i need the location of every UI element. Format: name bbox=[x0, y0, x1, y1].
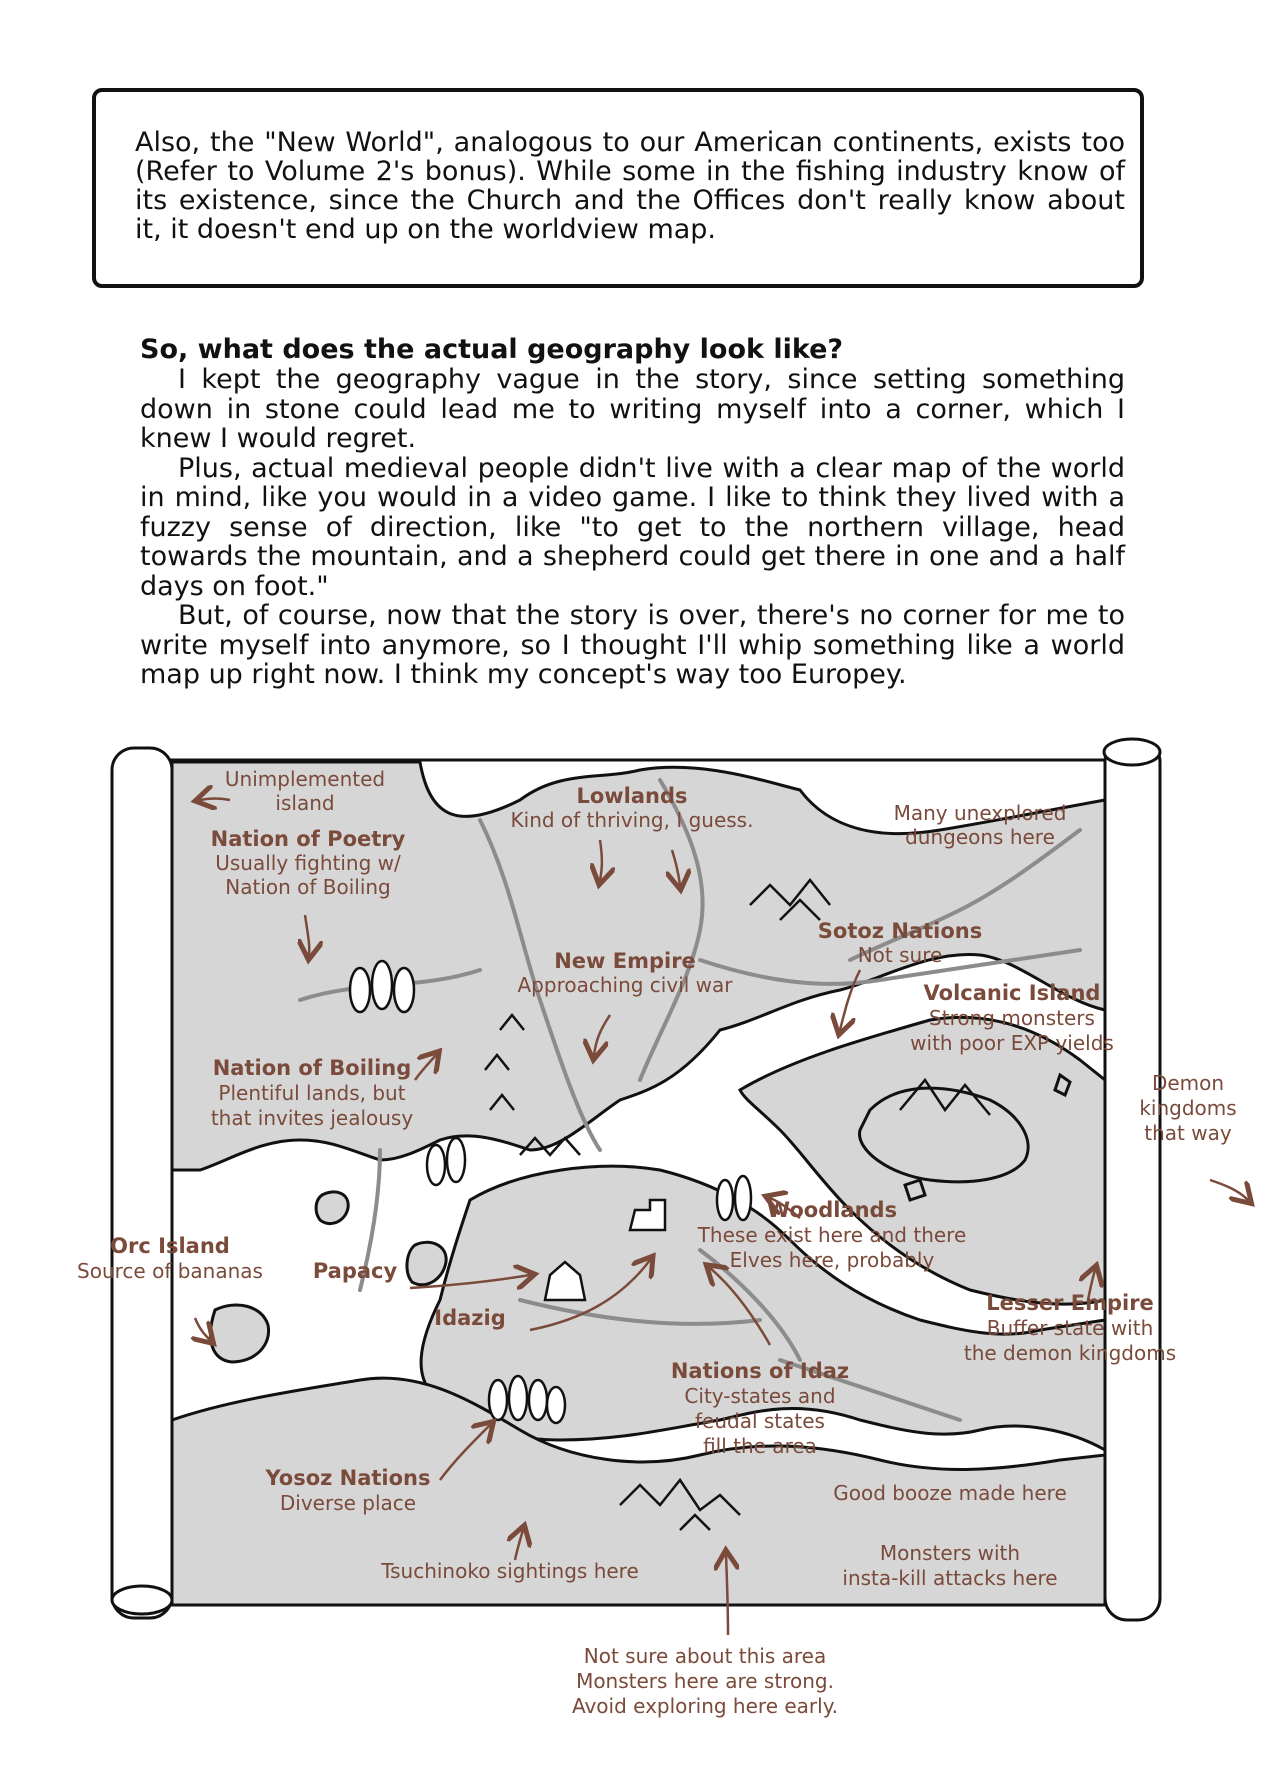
label-demon-1: Demon bbox=[1151, 1071, 1225, 1095]
label-unimplemented-2: island bbox=[275, 791, 335, 815]
tree bbox=[447, 1138, 465, 1182]
label-woodlands-title: Woodlands bbox=[766, 1198, 898, 1222]
label-poetry-desc-1: Usually fighting w/ bbox=[215, 851, 401, 875]
label-idaz-title: Nations of Idaz bbox=[670, 1359, 850, 1383]
label-unsure-2: Monsters here are strong. bbox=[576, 1669, 834, 1693]
arrow bbox=[726, 1555, 728, 1635]
label-woodlands-desc-2: Elves here, probably bbox=[729, 1248, 935, 1272]
label-poetry-title: Nation of Poetry bbox=[210, 827, 406, 851]
label-boiling-title: Nation of Boiling bbox=[212, 1056, 412, 1080]
arrow bbox=[1210, 1180, 1248, 1200]
label-instakill-2: insta-kill attacks here bbox=[842, 1566, 1058, 1590]
label-lowlands-desc: Kind of thriving, I guess. bbox=[510, 808, 754, 832]
label-idaz-desc-1: City-states and bbox=[684, 1384, 836, 1408]
tree bbox=[489, 1380, 507, 1420]
tree bbox=[547, 1387, 565, 1423]
article-paragraph: I kept the geography vague in the story, since setting something down in stone could lead me to writing myself into a corner, which I knew I would regret. bbox=[140, 364, 1125, 454]
label-yosoz-title: Yosoz Nations bbox=[265, 1466, 431, 1490]
small-island bbox=[316, 1192, 348, 1224]
label-lesser-desc-1: Buffer state with bbox=[986, 1316, 1154, 1340]
label-lesser-desc-2: the demon kingdoms bbox=[963, 1341, 1177, 1365]
label-unimplemented-1: Unimplemented bbox=[224, 767, 386, 791]
scroll-roller-right bbox=[1105, 740, 1160, 1620]
tree bbox=[350, 968, 370, 1012]
tree bbox=[509, 1376, 527, 1420]
tree bbox=[394, 968, 414, 1012]
world-map bbox=[0, 715, 1262, 1779]
scroll-roller-left bbox=[112, 748, 172, 1618]
label-idaz-desc-3: fill the area bbox=[703, 1434, 817, 1458]
article bbox=[140, 335, 1125, 690]
label-sotoz-desc: Not sure bbox=[857, 943, 943, 967]
islet bbox=[905, 1180, 925, 1200]
label-sotoz-title: Sotoz Nations bbox=[817, 919, 983, 943]
label-new-empire-desc: Approaching civil war bbox=[517, 973, 733, 997]
article-heading: So, what does the actual geography look like? bbox=[140, 334, 844, 365]
label-volcanic-title: Volcanic Island bbox=[923, 981, 1101, 1005]
label-dungeons-2: dungeons here bbox=[905, 825, 1055, 849]
label-idaz-desc-2: feudal states bbox=[695, 1409, 825, 1433]
label-papacy-title: Papacy bbox=[312, 1259, 398, 1283]
label-poetry-desc-2: Nation of Boiling bbox=[225, 875, 391, 899]
tree bbox=[735, 1176, 751, 1220]
label-unsure-3: Avoid exploring here early. bbox=[571, 1694, 839, 1718]
label-lesser-title: Lesser Empire bbox=[986, 1291, 1154, 1315]
label-boiling-desc-1: Plentiful lands, but bbox=[218, 1081, 406, 1105]
label-orc-desc: Source of bananas bbox=[77, 1259, 263, 1283]
article-paragraph: Plus, actual medieval people didn't live with a clear map of the world in mind, like you would in a video game. I like to think they lived with a fuzzy sense of direction, like "to get to the northern village, head towards the mountain, and a shepherd could get there in one and a half days on foot." bbox=[140, 452, 1125, 602]
scroll-end-right bbox=[1104, 739, 1160, 765]
label-woodlands-desc-1: These exist here and there bbox=[697, 1223, 967, 1247]
label-instakill-1: Monsters with bbox=[879, 1541, 1021, 1565]
article-paragraph: But, of course, now that the story is over, there's no corner for me to write myself into anymore, so I thought I'll whip something like a world map up right now. I think my concept's way too Europey. bbox=[140, 600, 1125, 690]
label-volcanic-desc-2: with poor EXP yields bbox=[910, 1031, 1114, 1055]
tree bbox=[529, 1380, 547, 1420]
label-unsure-1: Not sure about this area bbox=[583, 1644, 827, 1668]
label-boiling-desc-2: that invites jealousy bbox=[210, 1106, 414, 1130]
scroll-end-left bbox=[112, 1586, 172, 1614]
label-booze: Good booze made here bbox=[833, 1481, 1067, 1505]
intro-text: Also, the "New World", analogous to our American continents, exists too (Refer to Volume 2's bonus). While some in the fishing industry know of its existence, since the Church and the Offices don't really know about it, it doesn't end up on the worldview map. bbox=[135, 127, 1125, 245]
label-orc-title: Orc Island bbox=[110, 1234, 230, 1258]
label-yosoz-desc: Diverse place bbox=[279, 1491, 417, 1515]
label-new-empire-title: New Empire bbox=[554, 949, 696, 973]
label-volcanic-desc-1: Strong monsters bbox=[929, 1006, 1095, 1030]
tree bbox=[427, 1145, 445, 1185]
tree bbox=[372, 961, 392, 1009]
label-tsuchinoko: Tsuchinoko sightings here bbox=[381, 1559, 639, 1583]
label-idazig-title: Idazig bbox=[434, 1306, 506, 1330]
label-lowlands-title: Lowlands bbox=[576, 784, 688, 808]
label-demon-3: that way bbox=[1144, 1121, 1232, 1145]
label-dungeons-1: Many unexplored bbox=[893, 801, 1067, 825]
label-demon-2: kingdoms bbox=[1139, 1096, 1237, 1120]
tree bbox=[717, 1180, 733, 1220]
